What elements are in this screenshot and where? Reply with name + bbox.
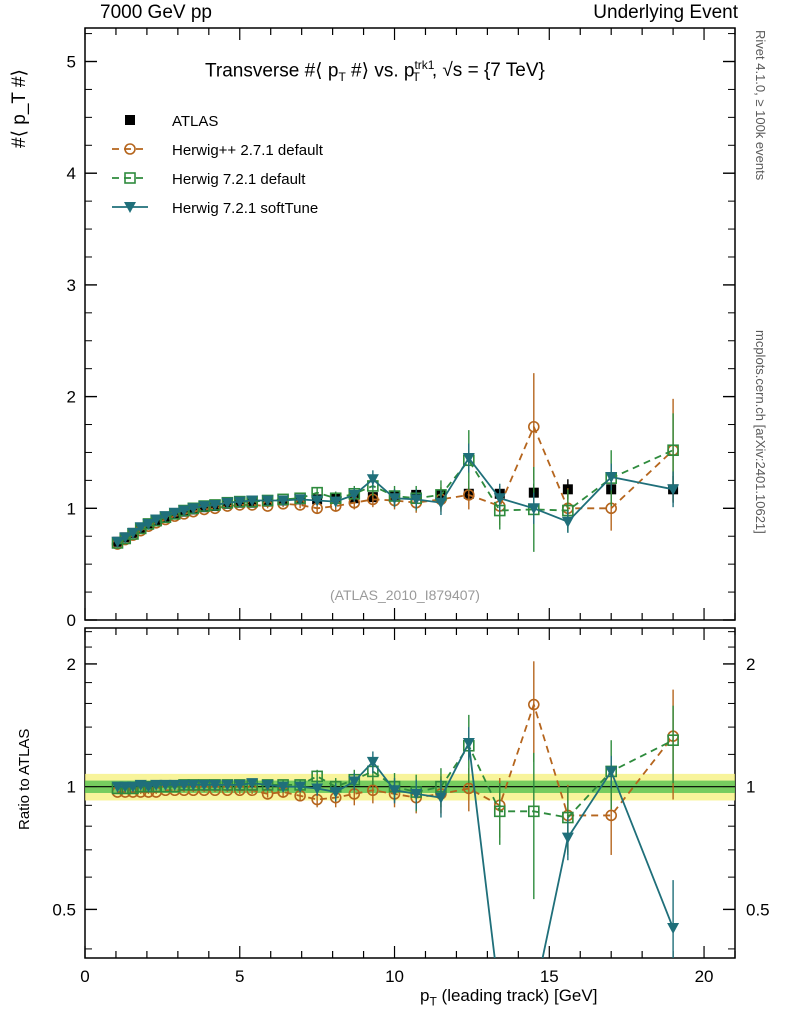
header-left: 7000 GeV pp — [100, 2, 212, 23]
y-tick-label-top: 2 — [66, 387, 76, 407]
legend-label: ATLAS — [172, 113, 219, 130]
rivet-version-label: Rivet 4.1.0, ≥ 100k events — [753, 30, 768, 181]
y-tick-label-bottom: 2 — [66, 654, 76, 674]
x-axis-label-sub: T — [429, 994, 437, 1009]
mcplots-label: mcplots.cern.ch [arXiv:2401.10621] — [753, 330, 768, 534]
y-tick-label-bottom: 1 — [66, 777, 76, 797]
ratio-data-point — [562, 833, 574, 844]
y-tick-label-bottom-right: 2 — [746, 654, 756, 674]
x-axis-label-post: (leading track) [GeV] — [436, 986, 598, 1005]
x-tick-label: 10 — [385, 967, 404, 986]
series-line — [118, 427, 674, 544]
bottom-series-group — [85, 661, 735, 1000]
chart-title-sub2: T — [412, 70, 420, 85]
legend-marker — [125, 115, 135, 125]
y-tick-label-top: 3 — [66, 275, 76, 295]
y-tick-label-top: 1 — [66, 499, 76, 519]
ratio-data-point — [667, 923, 679, 934]
legend-label: Herwig 7.2.1 default — [172, 171, 306, 188]
x-axis-label-pre: p — [420, 986, 430, 1005]
legend — [112, 113, 324, 217]
chart-title-pre: Transverse #⟨ p — [205, 60, 339, 82]
header-right: Underlying Event — [593, 2, 738, 23]
x-tick-label: 15 — [539, 967, 559, 986]
chart-title-mid: #⟩ vs. p — [345, 60, 415, 82]
y-axis-label-bottom: Ratio to ATLAS — [16, 728, 33, 830]
x-tick-label: 5 — [235, 967, 245, 986]
top-series-group — [112, 373, 680, 552]
chart-title-sub1: T — [338, 70, 346, 85]
dataset-watermark: (ATLAS_2010_I879407) — [330, 587, 480, 603]
y-axis-label-top-text: #⟨ p_T #⟩ — [9, 69, 30, 148]
bottom-axis-ticks — [52, 628, 769, 986]
legend-label: Herwig++ 2.7.1 default — [172, 142, 323, 159]
y-tick-label-bottom: 0.5 — [52, 900, 76, 920]
y-tick-label-top: 4 — [66, 164, 76, 184]
x-tick-label: 20 — [694, 967, 714, 986]
top-axis-ticks — [67, 28, 735, 630]
y-tick-label-top: 5 — [66, 52, 76, 72]
x-tick-label: 0 — [80, 967, 90, 986]
legend-label: Herwig 7.2.1 softTune — [172, 200, 319, 217]
chart-title-sup2: trk1 — [414, 58, 435, 72]
y-tick-label-bottom-right: 1 — [746, 777, 756, 797]
y-tick-label-bottom-right: 0.5 — [746, 900, 770, 920]
y-tick-label-top: 0 — [66, 611, 76, 630]
data-point — [562, 517, 574, 528]
chart-title-post: , √s = {7 TeV} — [431, 60, 545, 82]
